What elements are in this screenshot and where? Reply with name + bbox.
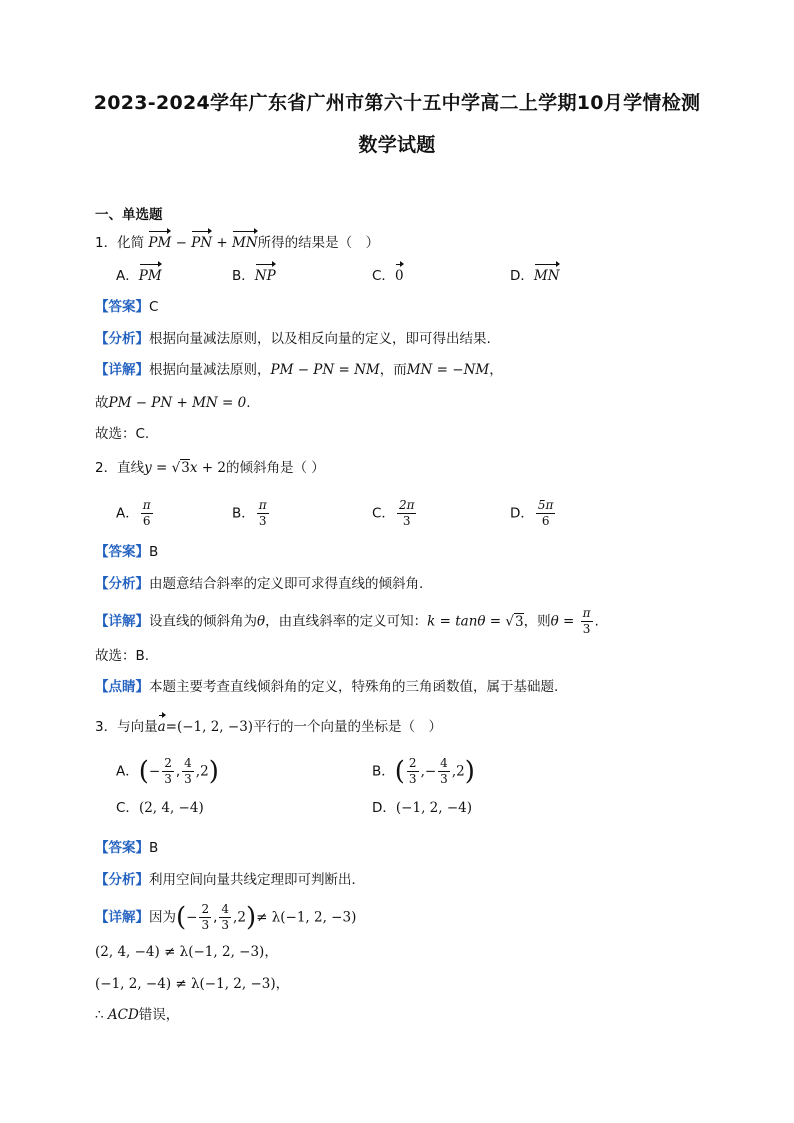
q3-stem: 3．与向量a=(−1, 2, −3)平行的一个向量的坐标是（ ） (95, 713, 442, 737)
q2-answer: 【答案】B (95, 544, 159, 560)
q3-option-d: D．(−1, 2, −4) (372, 800, 472, 816)
q2-option-c: C． $\frac{2\pi}{3}$ (372, 498, 415, 528)
q1-vector-mn: MN (232, 229, 258, 253)
q3-detail-line3: (−1, 2, −4) ≠ λ(−1, 2, −3)， (95, 976, 290, 992)
q1-answer: 【答案】C (95, 299, 159, 315)
q2-analysis: 【分析】由题意结合斜率的定义即可求得直线的倾斜角. (95, 576, 424, 592)
q1-suffix: 所得的结果是（ ） (257, 235, 380, 251)
document-title-line1: 2023-2024学年广东省广州市第六十五中学高二上学期10月学情检测 (93, 92, 701, 114)
q2-stem: 2．直线y = √3x + 2的倾斜角是（ ） (95, 460, 325, 476)
q1-vector-pn: PN (191, 229, 212, 253)
q3-vector-a: a (158, 713, 166, 737)
q2-option-d: D． $\frac{5\pi}{6}$ (510, 498, 554, 528)
section-heading: 一、单选题 (95, 207, 163, 223)
q2-option-a: A． $\frac{\pi}{6}$ (116, 498, 151, 528)
q1-number: 1． (95, 235, 118, 251)
q3-option-c: C．(2, 4, −4) (116, 800, 204, 816)
q1-vector-pm: PM (148, 229, 171, 253)
q3-detail-line4: ∴ ACD错误， (95, 1007, 180, 1023)
q1-plus: + (212, 235, 233, 251)
q3-detail: 【详解】因为(− $\frac{2}{3}$ , $\frac{4}{3}$ ,2)≠ λ(−1, 2, −3) (95, 902, 357, 933)
q1-minus: − (171, 235, 192, 251)
q1-stem (95, 229, 379, 253)
q1-option-d: D．MN (510, 262, 560, 286)
q1-analysis: 【分析】根据向量减法原则，以及相反向量的定义，即可得出结果. (95, 331, 491, 347)
q1-prefix: 化简 (117, 235, 145, 251)
q1-detail: 【详解】根据向量减法原则，PM − PN = NM，而MN = −NM， (95, 362, 503, 378)
q3-answer: 【答案】B (95, 840, 159, 856)
q2-detail: 【详解】设直线的倾斜角为θ，由直线斜率的定义可知：k = tanθ = √3，则θ = $\frac{\pi}{3}$ . (95, 606, 599, 636)
q3-option-b: B．( $\frac{2}{3}$ ,− $\frac{4}{3}$ ,2) (372, 756, 475, 787)
q2-comment: 【点睛】本题主要考查直线倾斜角的定义，特殊角的三角函数值，属于基础题. (95, 679, 559, 695)
q1-conclusion: 故选：C. (95, 426, 150, 442)
q3-analysis: 【分析】利用空间向量共线定理即可判断出． (95, 872, 365, 888)
q1-detail-line2: 故PM − PN + MN = 0. (95, 395, 251, 411)
document-title-line2: 数学试题 (358, 134, 436, 156)
q3-option-a: A．(− $\frac{2}{3}$ , $\frac{4}{3}$ ,2) (116, 756, 219, 787)
q2-option-b: B． $\frac{\pi}{3}$ (232, 498, 267, 528)
q2-conclusion: 故选：B. (95, 648, 150, 664)
q1-option-a: A．PM (116, 262, 162, 286)
q3-detail-line2: (2, 4, −4) ≠ λ(−1, 2, −3)， (95, 944, 278, 960)
q1-option-c: C．0 (372, 262, 404, 286)
q1-option-b: B．NP (232, 262, 276, 286)
